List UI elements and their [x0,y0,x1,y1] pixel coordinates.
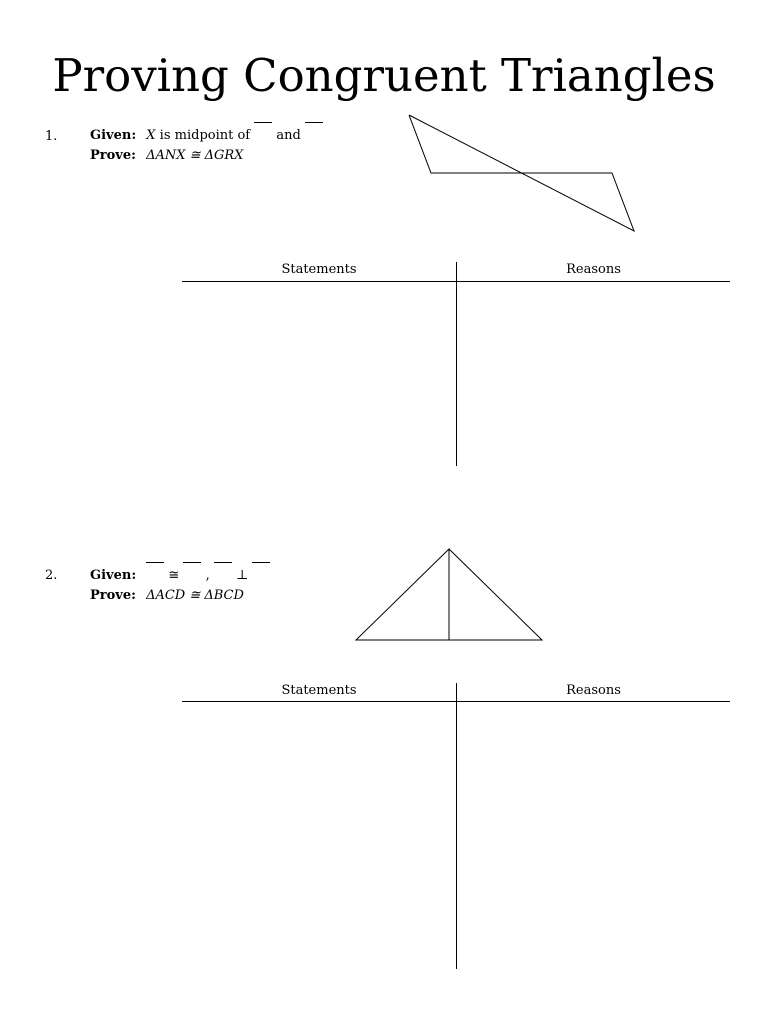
reasons-header: Reasons [566,683,621,698]
column-divider [456,262,457,466]
segment-overline [305,122,323,137]
problem-1-prove [90,146,243,166]
proof-table-2 [182,683,730,969]
congruent-symbol: ≅ [168,568,180,583]
reasons-header: Reasons [566,262,621,277]
prove-label: Prove: [90,588,136,603]
segment-overline [146,562,164,577]
prove-statement: ΔANX ≅ ΔGRX [146,148,244,163]
proof-table-1 [182,262,730,466]
segment-overline [254,122,272,137]
perpendicular-symbol: ⊥ [236,568,249,583]
prove-label: Prove: [90,148,136,163]
problem-2-prove [90,586,244,606]
statements-header: Statements [281,262,357,277]
given-and: and [276,128,301,143]
triangle-figure [409,115,634,231]
given-text: is midpoint of [159,128,251,143]
page-title: Proving Congruent Triangles [52,49,716,102]
segment-overline [214,562,232,577]
problem-2-number: 2. [45,568,58,583]
problem-1-given [90,126,323,146]
given-label: Given: [90,128,137,143]
given-label: Given: [90,568,137,583]
prove-statement: ΔACD ≅ ΔBCD [146,588,244,603]
given-variable: X [146,128,156,143]
statements-header: Statements [281,683,357,698]
column-divider [456,683,457,969]
problem-2-given [90,566,270,586]
isosceles-triangle-diagram [350,544,550,646]
segment-overline [252,562,270,577]
given-comma: , [205,568,210,583]
segment-overline [183,562,201,577]
bowtie-triangles-diagram [400,108,640,238]
problem-1-number: 1. [45,129,58,144]
